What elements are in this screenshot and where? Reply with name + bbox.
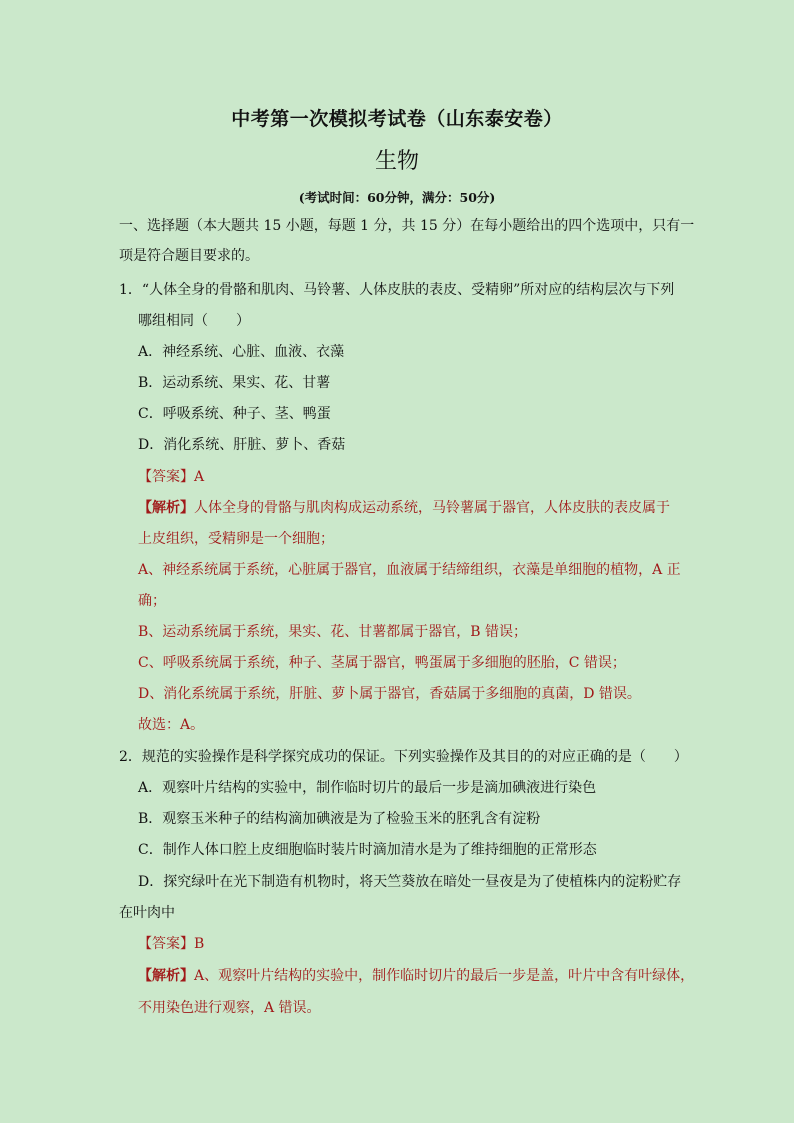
q2-analysis-tag: 【解析】 bbox=[138, 968, 194, 984]
q1-analysis-option-b: B、运动系统属于系统，果实、花、甘薯都属于器官，B 错误； bbox=[138, 624, 528, 640]
section-intro-line-2: 项是符合题目要求的。 bbox=[119, 248, 259, 264]
q2-option-b: B．观察玉米种子的结构滴加碘液是为了检验玉米的胚乳含有淀粉 bbox=[138, 811, 541, 827]
q1-analysis-tag: 【解析】 bbox=[138, 500, 194, 516]
exam-info: (考试时间：60分钟，满分：50分) bbox=[298, 190, 496, 205]
q1-stem-line-2: 哪组相同（ ） bbox=[138, 313, 250, 329]
q1-option-b: B．运动系统、果实、花、甘薯 bbox=[138, 375, 331, 391]
q2-analysis-line-2: 不用染色进行观察，A 错误。 bbox=[138, 1000, 321, 1016]
q1-option-d: D．消化系统、肝脏、萝卜、香菇 bbox=[138, 437, 346, 453]
page-title: 中考第一次模拟考试卷（山东泰安卷） bbox=[231, 108, 563, 130]
section-intro-line-1: 一、选择题（本大题共 15 小题，每题 1 分，共 15 分）在每小题给出的四个选项中，只有一 bbox=[119, 218, 695, 234]
q2-option-a: A．观察叶片结构的实验中，制作临时切片的最后一步是滴加碘液进行染色 bbox=[138, 780, 597, 796]
q1-choice: 故选：A。 bbox=[138, 717, 205, 733]
q1-option-a: A．神经系统、心脏、血液、衣藻 bbox=[138, 344, 345, 360]
q1-answer: 【答案】A bbox=[138, 469, 205, 485]
q1-analysis-option-c: C、呼吸系统属于系统，种子、茎属于器官，鸭蛋属于多细胞的胚胎，C 错误； bbox=[138, 655, 626, 671]
q2-option-d-line-1: D．探究绿叶在光下制造有机物时，将天竺葵放在暗处一昼夜是为了使植株内的淀粉贮存 bbox=[138, 874, 682, 890]
q2-analysis-line-1 bbox=[138, 966, 694, 986]
q1-analysis-option-a-line-1: A、神经系统属于系统，心脏属于器官，血液属于结缔组织，衣藻是单细胞的植物，A 正 bbox=[138, 562, 681, 578]
q2-option-c: C．制作人体口腔上皮细胞临时装片时滴加清水是为了维持细胞的正常形态 bbox=[138, 842, 597, 858]
q2-stem: 2．规范的实验操作是科学探究成功的保证。下列实验操作及其目的的对应正确的是（ ） bbox=[119, 749, 688, 765]
q1-analysis-option-d: D、消化系统属于系统，肝脏、萝卜属于器官，香菇属于多细胞的真菌，D 错误。 bbox=[138, 686, 641, 702]
q2-answer: 【答案】B bbox=[138, 936, 205, 952]
q1-analysis-line-1 bbox=[138, 498, 670, 518]
q1-option-c: C．呼吸系统、种子、茎、鸭蛋 bbox=[138, 406, 331, 422]
q2-option-d-line-2: 在叶肉中 bbox=[119, 905, 175, 921]
q1-analysis-text: 人体全身的骨骼与肌肉构成运动系统，马铃薯属于器官，人体皮肤的表皮属于 bbox=[194, 500, 670, 516]
q2-analysis-text: A、观察叶片结构的实验中，制作临时切片的最后一步是盖，叶片中含有叶绿体， bbox=[194, 968, 695, 984]
subject-heading: 生物 bbox=[374, 149, 419, 174]
q1-stem-line-1: 1．“人体全身的骨骼和肌肉、马铃薯、人体皮肤的表皮、受精卵”所对应的结构层次与下列 bbox=[119, 282, 675, 298]
q1-analysis-option-a-line-2: 确； bbox=[138, 593, 166, 609]
q1-analysis-line-2: 上皮组织，受精卵是一个细胞； bbox=[138, 531, 334, 547]
